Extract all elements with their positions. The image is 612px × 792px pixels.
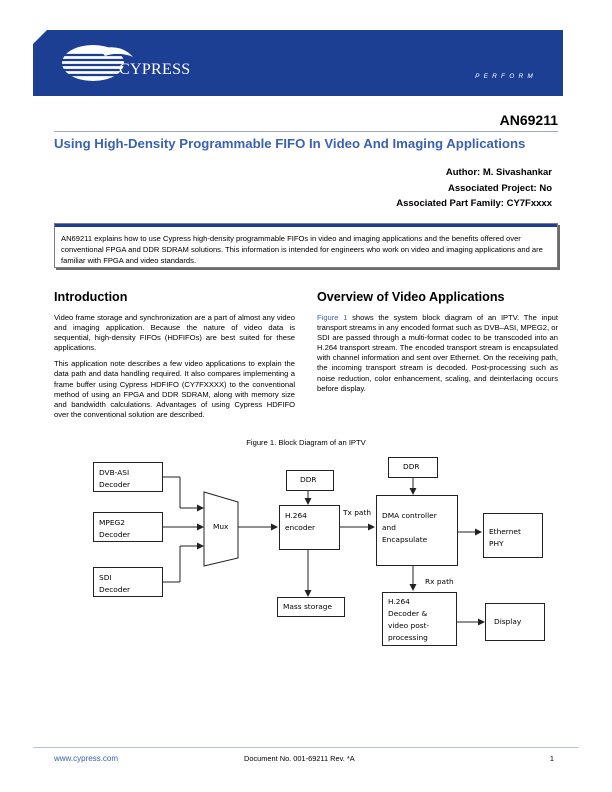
figure-link[interactable]: Figure 1 [317,313,348,322]
introduction-heading: Introduction [54,290,128,304]
dma-controller-block: DMA controller and Encapsulate [376,495,458,566]
introduction-paragraph: Video frame storage and synchronization are a part of almost any video and imaging application. Because the nature of video data is sequential, high-density FIFOs (HDFIFOs) are best suited for these applications. [54,313,295,353]
footer-document-number: Document No. 001-69211 Rev. *A [244,754,355,763]
iptv-block-diagram [33,450,579,670]
overview-heading: Overview of Video Applications [317,290,505,304]
figure-caption: Figure 1. Block Diagram of an IPTV [246,438,366,447]
overview-text: shows the system block diagram of an IPTV. The input transport streams in any encoded format such as DVB–ASI, MPEG2, or SDI are passed through a multi-format codec to be transcoded into an H.264 transport stream. The encoded transport stream is encapsulated with channel information and sent over Ethernet. On the receiving path, the incoming transport stream is decoded. Post-processing such as noise reduction, color enhancement, scaling, and deinterlacing occurs before display. [317,313,559,393]
part-family-line: Associated Part Family: CY7Fxxxx [396,198,552,209]
page-number: 1 [549,754,554,763]
footer-divider [33,747,579,748]
header-banner [33,30,563,96]
ddr-right-block: DDR [388,457,438,478]
page-title: Using High-Density Programmable FIFO In Video And Imaging Applications [54,136,526,151]
project-line: Associated Project: No [448,182,552,194]
ethernet-phy-block: Ethernet PHY [483,513,543,558]
introduction-paragraph: This application note describes a few video applications to explain the data path and data handling required. It also compares implementing a frame buffer using Cypress HDFIFO (CY7FXXXX) to the conventional method of using an FPGA and DDR SDRAM, along with memory size and bandwidth calculations. Advantages of using Cypress HDFIFO over the conventional solution are described. [54,359,295,419]
author-block [396,165,552,212]
ddr-left-block: DDR [286,470,334,491]
footer-url-link[interactable]: www.cypress.com [54,754,119,763]
overview-body [317,313,558,394]
mass-storage-block: Mass storage [277,597,345,617]
mpeg2-decoder-block: MPEG2 Decoder [93,512,163,542]
abstract-accent-bar [55,224,557,227]
abstract-box [54,223,558,268]
display-block: Display [485,603,545,641]
tagline: PERFORM [475,73,537,80]
introduction-body [54,313,295,420]
h264-encoder-block: H.264 encoder [279,505,340,550]
author-line: Author: M. Sivashankar [445,167,552,178]
divider [54,131,558,132]
abstract-text: AN69211 explains how to use Cypress high-density programmable FIFOs in video and imaging applications and the benefits offered over conventional FPGA and DDR SDRAM solutions. This information is intended for engineers who work on video and imaging applications and are familiar with FPGA and video standards. [61,234,543,265]
h264-decoder-block: H.264 Decoder & video post- processing [382,592,457,646]
tx-path-label: Tx path [343,508,372,517]
rx-path-label: Rx path [425,577,454,586]
document-number: AN69211 [499,112,558,128]
sdi-decoder-block: SDI Decoder [93,567,163,597]
logo-wordmark: CYPRESS [119,61,191,78]
mux-label: Mux [213,522,229,531]
dvb-asi-decoder-block: DVB-ASI Decoder [93,462,163,492]
banner-notch [33,30,47,44]
